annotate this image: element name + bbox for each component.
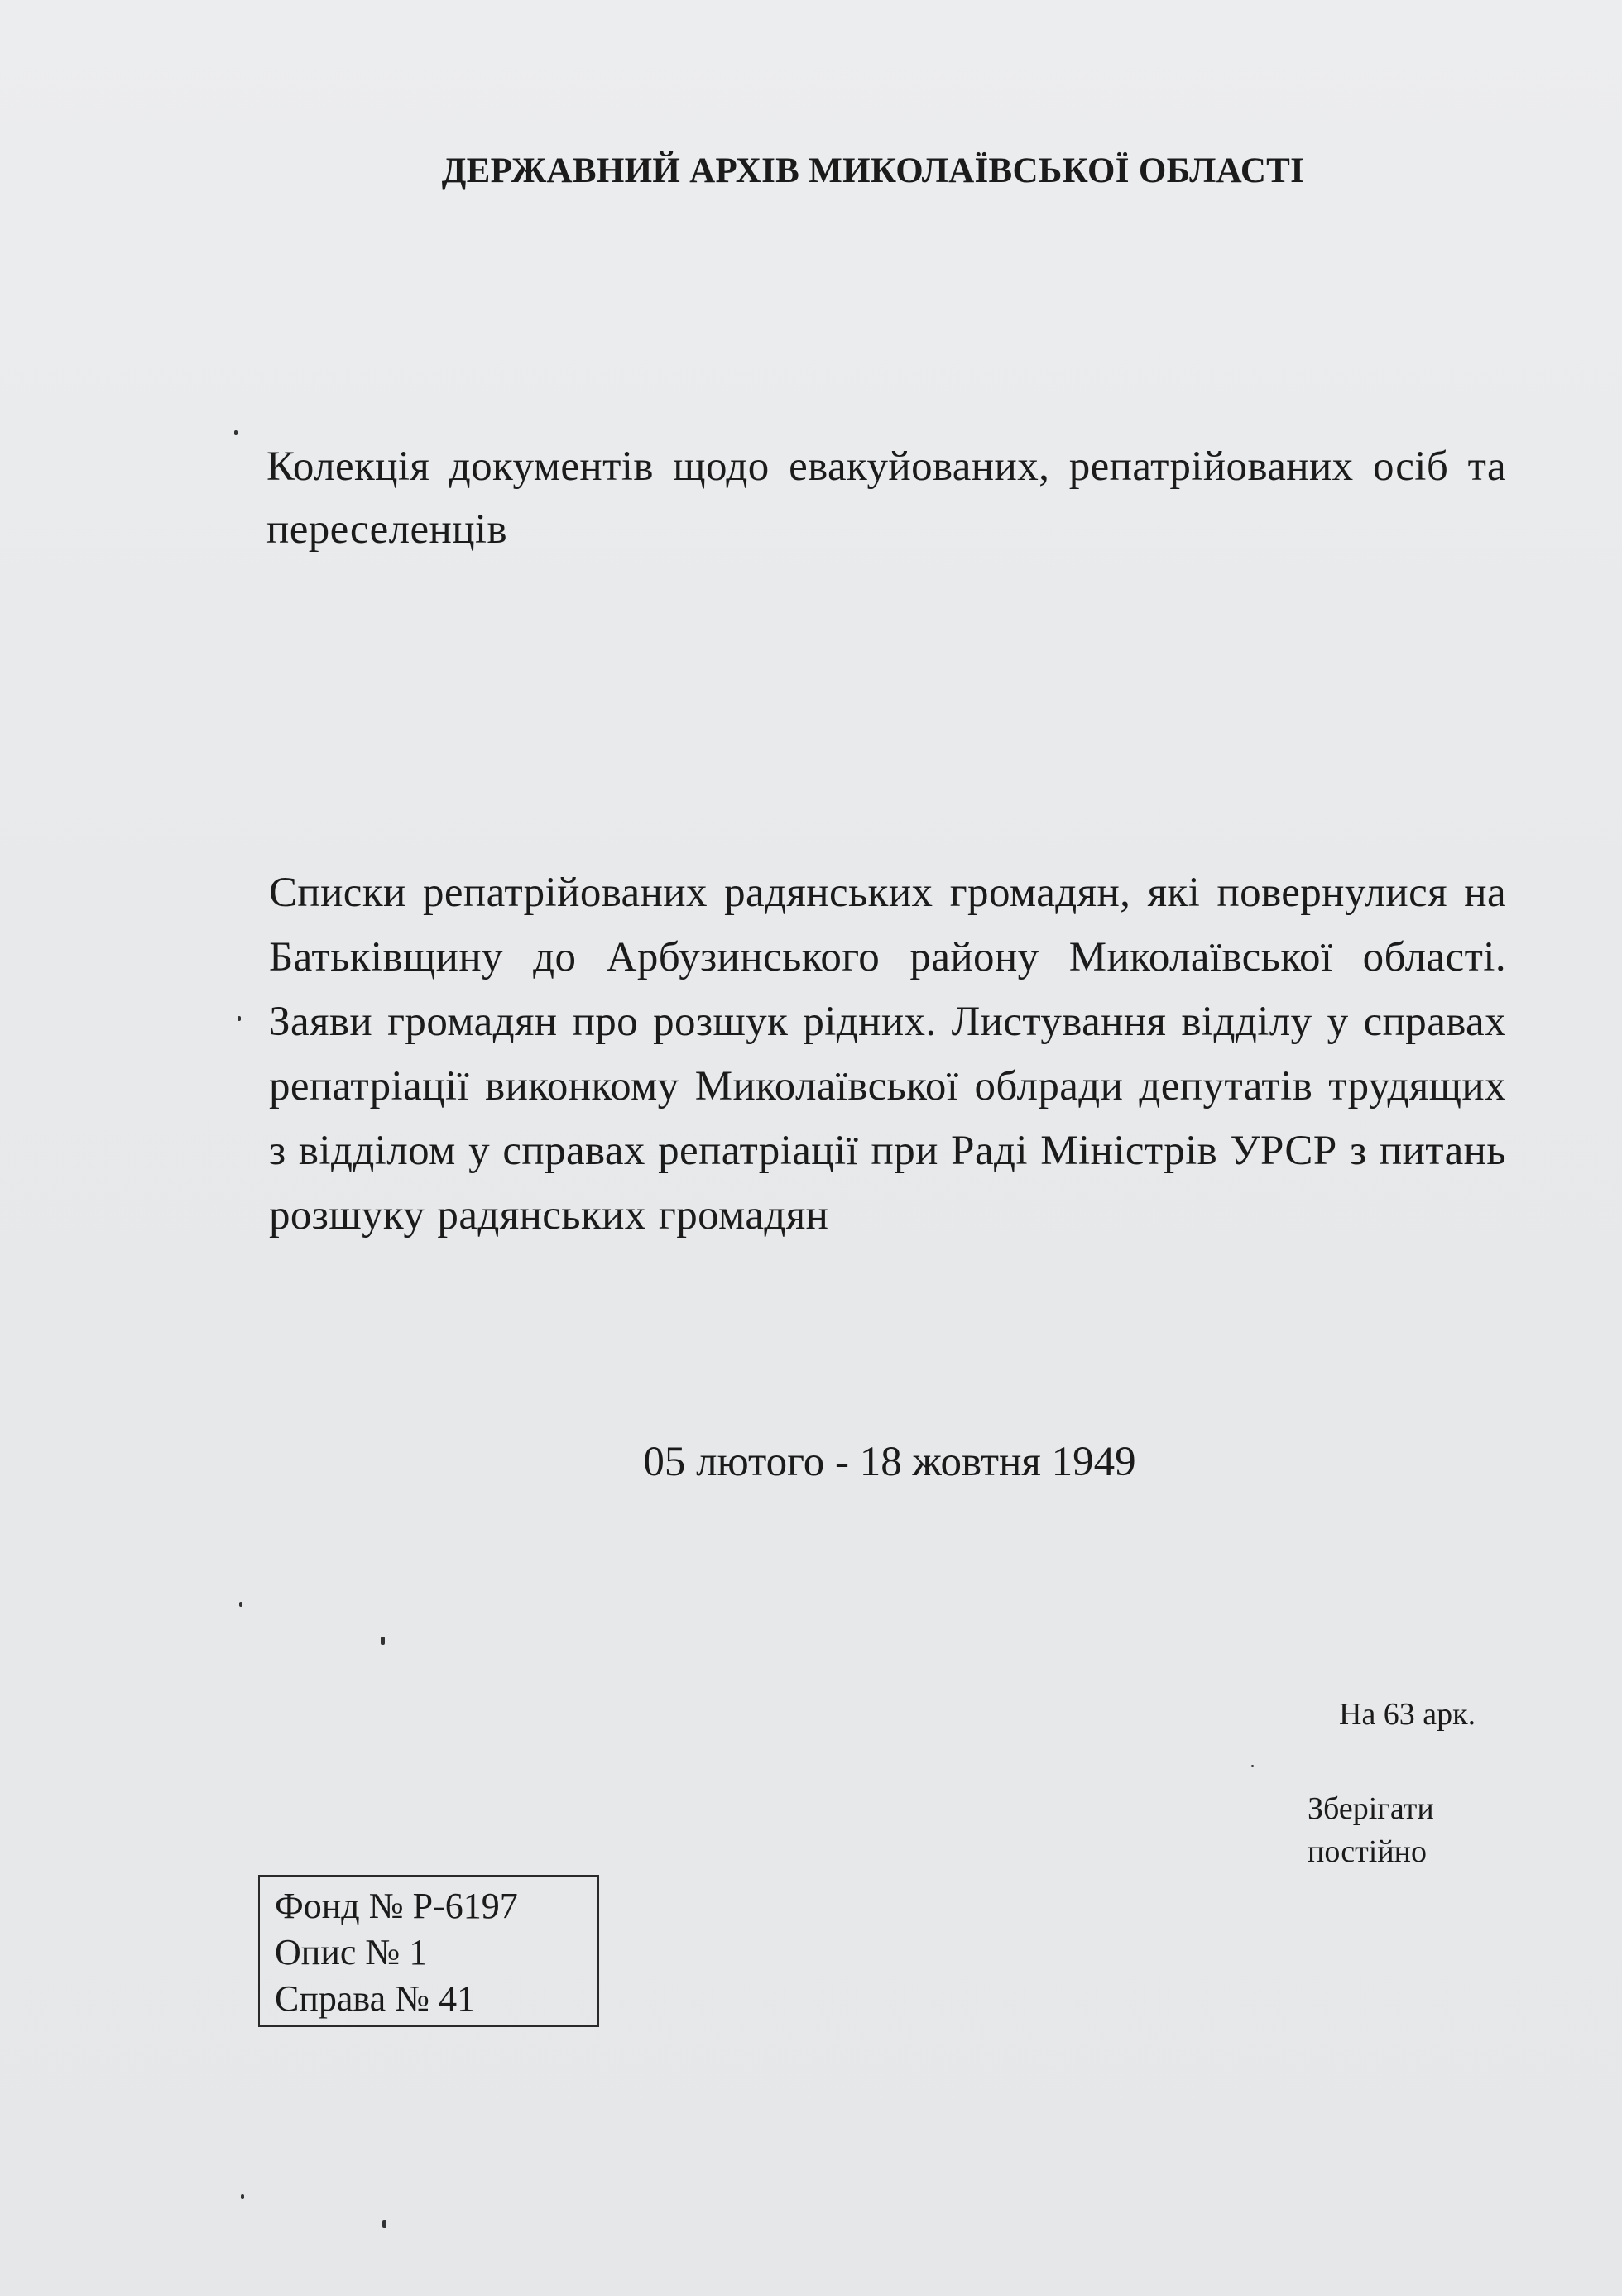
retention-line-2: постійно	[1308, 1834, 1427, 1869]
fond-number: Фонд № Р-6197	[275, 1886, 518, 1926]
scan-speck	[1251, 1765, 1254, 1767]
sheet-count: На 63 арк.	[1339, 1697, 1476, 1732]
file-dates: 05 лютого - 18 жовтня 1949	[643, 1439, 1136, 1485]
scan-speck	[238, 1016, 241, 1021]
retention-note	[1308, 1787, 1434, 1873]
file-description: Списки репатрійованих радянських громадян, які повернулися на Батьківщину до Арбузинського району Миколаївської області. Заяви громадян про розшук рідних. Листування відділу у справах репатріації виконкому Миколаївської облради депутатів трудящих з відділом у справах репатріації при Раді Міністрів УРСР з питань розшуку радянських громадян	[269, 870, 1506, 1239]
retention-line-1: Зберігати	[1308, 1791, 1434, 1826]
sprava-number: Справа № 41	[275, 1978, 476, 2019]
archive-name-heading: ДЕРЖАВНИЙ АРХІВ МИКОЛАЇВСЬКОЇ ОБЛАСТІ	[441, 151, 1305, 190]
scan-speck	[381, 1637, 385, 1645]
scan-speck	[239, 1602, 242, 1607]
scan-speck	[241, 2194, 244, 2199]
scan-speck	[234, 430, 238, 435]
archive-reference-box	[258, 1875, 599, 2027]
scan-speck	[382, 2220, 386, 2228]
collection-title: Колекція документів щодо евакуйованих, репатрійованих осіб та переселенців	[266, 443, 1506, 553]
opys-number: Опис № 1	[275, 1932, 428, 1972]
